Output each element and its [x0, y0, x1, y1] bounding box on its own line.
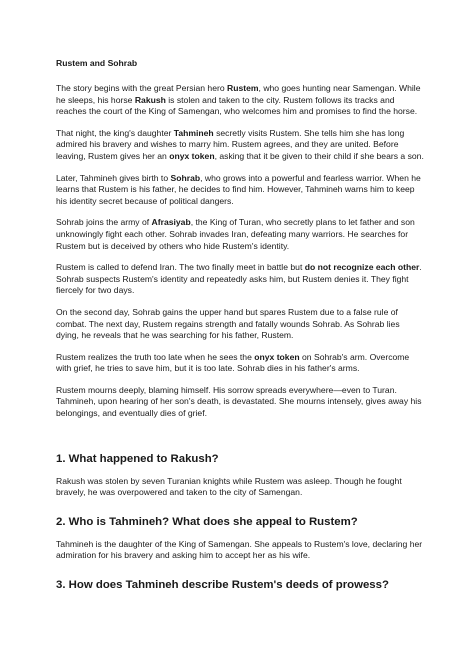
bold-term: onyx token [254, 351, 300, 362]
text-run: secretly visits Rustem. She tells him she has long admired his bravery and wishes to marry him. Rustem agrees, and they are united. Before leaving, Rustem gives her an [56, 127, 405, 161]
text-run: on Sohrab's arm. Overcome with grief, he tries to save him, but it is too late. Sohrab dies in his father's arms. [56, 351, 410, 374]
story-paragraph [56, 352, 424, 375]
section-spacer [56, 430, 424, 452]
bold-term: Rustem [227, 83, 259, 93]
text-run: . Sohrab suspects Rustem's identity and repeatedly asks him, but Rustem denies it. They fight fiercely for two days. [56, 262, 422, 296]
question-heading: 1. What happened to Rakush? [56, 452, 219, 465]
story-section [56, 83, 424, 420]
text-run: That night, the king's daughter [56, 127, 174, 138]
text-run: Later, Tahmineh gives birth to [56, 172, 171, 183]
document-page [56, 58, 424, 602]
text-run: Rustem mourns deeply, blaming himself. His sorrow spreads everywhere—even to Turan. Tahmineh, upon hearing of her son's death, is devastated. She mourns intensely, gives away his belongings, and eventually dies of grief. [56, 384, 422, 419]
story-paragraph [56, 128, 424, 163]
bold-term: do not recognize each other [304, 262, 420, 273]
story-paragraph [56, 83, 424, 118]
story-paragraph [56, 217, 424, 252]
bold-term: onyx token [169, 150, 215, 161]
text-run: Sohrab joins the army of [56, 217, 152, 228]
text-run: , who goes hunting near Samengan. While he sleeps, his horse [56, 83, 421, 105]
bold-term: Rakush [134, 94, 166, 105]
question-heading: 2. Who is Tahmineh? What does she appeal to Rustem? [56, 515, 358, 528]
questions-section [56, 452, 424, 592]
text-run: , who grows into a powerful and fearless warrior. When he learns that Rustem is his father, he decides to find him. However, Tahmineh warns him to keep his identity secret because of political dangers. [56, 172, 421, 206]
bold-term: Sohrab [170, 172, 201, 183]
story-paragraph [56, 385, 424, 420]
bold-term: Tahmineh [173, 127, 214, 138]
question-answer: Rakush was stolen by seven Turanian knights while Rustem was asleep. Though he fought bravely, he was overpowered and taken to the city of Samengan. [56, 475, 402, 498]
text-run: Rustem realizes the truth too late when he sees the [56, 351, 255, 362]
text-run: , asking that it be given to their child if she bears a son. [214, 150, 424, 161]
story-paragraph [56, 307, 424, 342]
text-run: On the second day, Sohrab gains the upper hand but spares Rustem due to a false rule of combat. The next day, Rustem regains strength and fatally wounds Sohrab. As Sohrab lies dying, he reveals that he was searching for his father, Rustem. [56, 306, 400, 341]
text-run: Rustem is called to defend Iran. The two finally meet in battle but [56, 262, 305, 273]
text-run: , the King of Turan, who secretly plans to let father and son unknowingly fight each other. Sohrab invades Iran, defeating many warriors. He searches for Rustem but is deceived by others who hide Rustem's identity. [56, 217, 415, 251]
story-paragraph [56, 173, 424, 208]
document-title: Rustem and Sohrab [56, 58, 138, 68]
text-run: The story begins with the great Persian hero [56, 83, 228, 93]
question-answer: Tahmineh is the daughter of the King of Samengan. She appeals to Rustem's love, declaring her admiration for his bravery and asking him to accept her as his wife. [56, 538, 423, 561]
story-paragraph [56, 262, 424, 297]
question-heading: 3. How does Tahmineh describe Rustem's deeds of prowess? [56, 579, 389, 592]
bold-term: Afrasiyab [151, 217, 191, 228]
text-run: is stolen and taken to the city. Rustem follows its tracks and reaches the court of the King of Samengan, who welcomes him and promises to find the horse. [56, 94, 418, 117]
